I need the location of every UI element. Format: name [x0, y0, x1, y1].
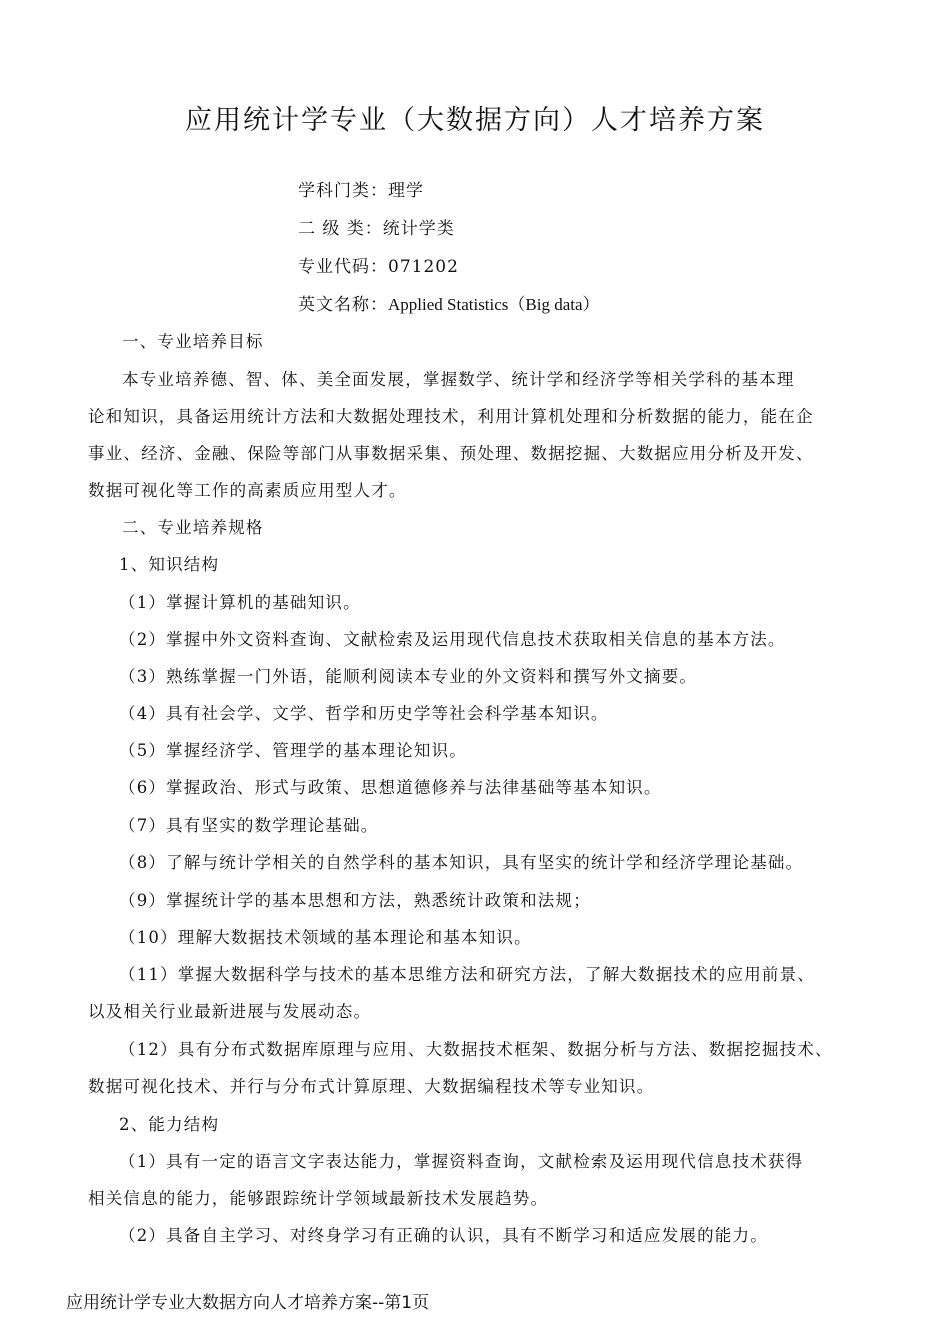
paragraph-line: 本专业培养德、智、体、美全面发展，掌握数学、统计学和经济学等相关学科的基本理 — [122, 370, 795, 389]
list-item: （3）熟练掌握一门外语，能顺利阅读本专业的外文资料和撰写外文摘要。 — [119, 667, 698, 686]
list-item-continued: 以及相关行业最新进展与发展动态。 — [88, 1002, 372, 1021]
paragraph-line: 事业、经济、金融、保险等部门从事数据采集、预处理、数据挖掘、大数据应用分析及开发、 — [88, 444, 814, 463]
meta-code: 专业代码：071202 — [298, 257, 459, 277]
list-item: （11）掌握大数据科学与技术的基本思维方法和研究方法，了解大数据技术的应用前景、 — [119, 965, 815, 984]
paragraph-line: 数据可视化等工作的高素质应用型人才。 — [88, 481, 407, 500]
list-item: （2）具备自主学习、对终身学习有正确的认识，具有不断学习和适应发展的能力。 — [119, 1226, 768, 1245]
paragraph-line: 论和知识，具备运用统计方法和大数据处理技术，利用计算机处理和分析数据的能力，能在企 — [88, 407, 814, 426]
list-item: （5）掌握经济学、管理学的基本理论知识。 — [119, 741, 467, 760]
list-item: （8）了解与统计学相关的自然学科的基本知识，具有坚实的统计学和经济学理论基础。 — [119, 853, 804, 872]
meta-english-value: Applied Statistics（Big data） — [388, 295, 600, 314]
meta-english-label: 英文名称： — [298, 295, 388, 315]
meta-category: 学科门类：理学 — [298, 181, 424, 201]
list-item: （6）掌握政治、形式与政策、思想道德修养与法律基础等基本知识。 — [119, 778, 662, 797]
list-item-continued: 相关信息的能力，能够跟踪统计学领域最新技术发展趋势。 — [88, 1189, 549, 1208]
list-item: （1）具有一定的语言文字表达能力，掌握资料查询，文献检索及运用现代信息技术获得 — [119, 1152, 804, 1171]
ability-heading: 2、能力结构 — [119, 1115, 220, 1134]
list-item: （10）理解大数据技术领域的基本理论和基本知识。 — [119, 928, 532, 947]
list-item: （2）掌握中外文资料查询、文献检索及运用现代信息技术获取相关信息的基本方法。 — [119, 630, 786, 649]
list-item-continued: 数据可视化技术、并行与分布式计算原理、大数据编程技术等专业知识。 — [88, 1077, 655, 1096]
list-item: （1）掌握计算机的基础知识。 — [119, 593, 361, 612]
list-item: （9）掌握统计学的基本思想和方法，熟悉统计政策和法规； — [119, 891, 591, 910]
list-item: （7）具有坚实的数学理论基础。 — [119, 816, 379, 835]
document-title: 应用统计学专业（大数据方向）人才培养方案 — [185, 105, 765, 136]
section-1-heading: 一、专业培养目标 — [122, 332, 264, 351]
knowledge-heading: 1、知识结构 — [119, 555, 220, 574]
list-item: （12）具有分布式数据库原理与应用、大数据技术框架、数据分析与方法、数据挖掘技术、 — [119, 1040, 833, 1059]
section-2-heading: 二、专业培养规格 — [122, 518, 264, 537]
meta-english-name — [298, 290, 600, 315]
list-item: （4）具有社会学、文学、哲学和历史学等社会科学基本知识。 — [119, 704, 609, 723]
meta-level: 二 级 类：统计学类 — [298, 219, 455, 239]
page-footer: 应用统计学专业大数据方向人才培养方案--第1页 — [66, 1293, 430, 1313]
